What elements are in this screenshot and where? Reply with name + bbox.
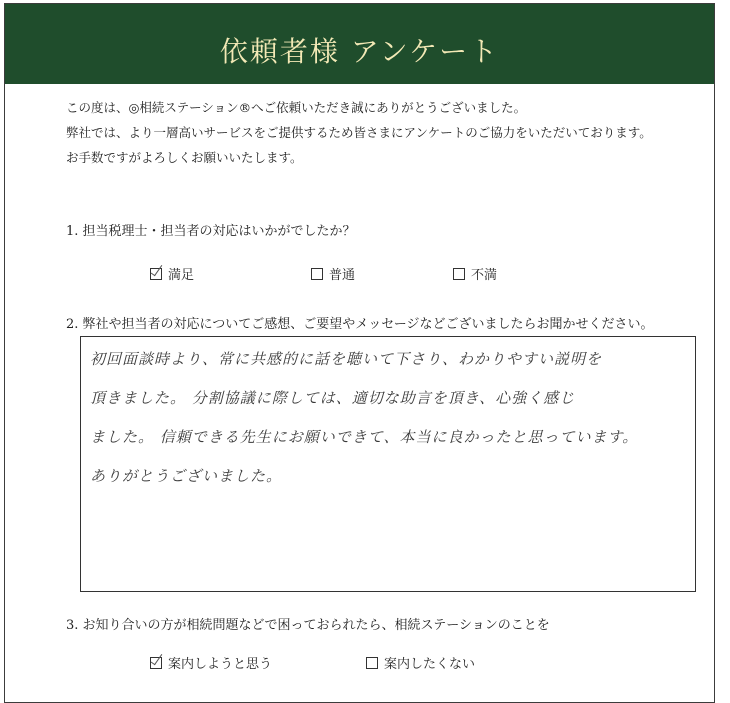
q3-option-recommend[interactable] [150, 653, 272, 672]
q1-option-dissatisfied[interactable] [453, 264, 497, 283]
q1-option-normal[interactable] [311, 264, 355, 283]
question-2-title: 2. 弊社や担当者の対応についてご感想、ご要望やメッセージなどございましたらお聞かせください。 [66, 317, 654, 332]
question-3-title: 3. お知り合いの方が相続問題などで困っておられたら、相続ステーションのことを [66, 618, 550, 633]
q1-satisfied-label: 満足 [168, 268, 195, 283]
question-1-title: 1. 担当税理士・担当者の対応はいかがでしたか？ [66, 224, 356, 239]
q1-option-satisfied[interactable] [150, 264, 194, 283]
answer-line-1: 初回面談時より、常に共感的に話を聴いて下さり、わかりやすい説明を [90, 350, 603, 368]
q1-dissatisfied-checkbox[interactable] [453, 268, 465, 280]
page-title: 依頼者様 アンケート [219, 35, 500, 68]
header-banner [5, 4, 714, 84]
q3-recommend-label: 案内しようと思う [168, 657, 273, 672]
q3-not-recommend-checkbox[interactable] [366, 657, 378, 669]
q3-not-recommend-label: 案内したくない [384, 657, 476, 672]
q1-normal-label: 普通 [329, 268, 356, 283]
answer-line-3: ました。 信頼できる先生にお願いできて、本当に良かったと思っています。 [90, 428, 639, 446]
answer-line-4: ありがとうございました。 [90, 467, 283, 485]
q1-satisfied-checkbox[interactable] [150, 268, 162, 280]
intro-line-1: この度は、◎相続ステーション®へご依頼いただき誠にありがとうございました。 [66, 100, 527, 115]
answer-line-2: 頂きました。 分割協議に際しては、適切な助言を頂き、心強く感じ [90, 389, 576, 407]
q1-normal-checkbox[interactable] [311, 268, 323, 280]
intro-line-3: お手数ですがよろしくお願いいたします。 [66, 150, 303, 165]
intro-text [66, 95, 706, 170]
handwritten-answer [90, 340, 690, 496]
q3-option-not-recommend[interactable] [366, 653, 475, 672]
q1-dissatisfied-label: 不満 [471, 268, 498, 283]
q3-recommend-checkbox[interactable] [150, 657, 162, 669]
intro-line-2: 弊社では、より一層高いサービスをご提供するため皆さまにアンケートのご協力をいただいております。 [66, 125, 652, 140]
